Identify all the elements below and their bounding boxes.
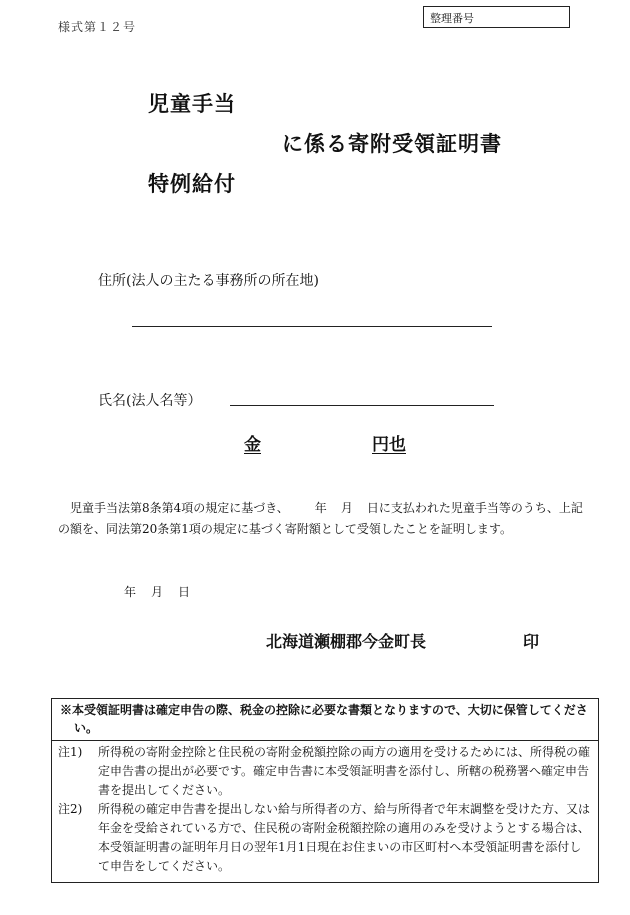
address-label: 住所(法人の主たる事務所の所在地) bbox=[98, 273, 319, 289]
name-label: 氏名(法人名等） bbox=[98, 393, 202, 409]
note-2-number: 注2) bbox=[58, 802, 83, 816]
note-2 bbox=[52, 800, 598, 876]
date-day: 日 bbox=[178, 585, 192, 599]
title-line-2: に係る寄附受領証明書 bbox=[282, 131, 502, 156]
title-line-3: 特例給付 bbox=[148, 171, 236, 196]
note-2-text: 所得税の確定申告書を提出しない給与所得者の方、給与所得者で年末調整を受けた方、又は年金を受給されている方で、住民税の寄附金税額控除の適用のみを受けようとする場合は、本受領証明書の証明年月日の翌年1月1日現在お住まいの市区町村へ本受領証明書を添付して申告をしてください。 bbox=[98, 802, 591, 873]
form-number: 様式第１２号 bbox=[58, 20, 137, 34]
note-1-number: 注1) bbox=[58, 745, 83, 759]
statement-year: 年 bbox=[314, 501, 327, 515]
address-field-line[interactable] bbox=[132, 326, 492, 327]
note-1 bbox=[52, 741, 598, 800]
issue-date bbox=[124, 583, 191, 600]
note-1-text: 所得税の寄附金控除と住民税の寄附金税額控除の両方の適用を受けるためには、所得税の確定申告書の提出が必要です。確定申告書に本受領証明書を添付し、所轄の税務署へ確定申告書を提出してください。 bbox=[98, 745, 591, 797]
issuer-title: 北海道瀬棚郡今金町長 bbox=[266, 632, 427, 651]
reference-number-label: 整理番号 bbox=[430, 12, 474, 25]
reference-number-box bbox=[423, 6, 570, 28]
date-year: 年 bbox=[124, 585, 138, 599]
notice-box bbox=[51, 698, 599, 883]
statement-month: 月 bbox=[340, 501, 353, 515]
date-month: 月 bbox=[151, 585, 165, 599]
amount-prefix: 金 bbox=[244, 435, 261, 455]
name-field-line[interactable] bbox=[230, 405, 494, 406]
statement-part-2: 日に支払われた児童手当等のうち、上記の額を、同法第20条第1項の規定に基づく寄附額として受領したことを証明します。 bbox=[58, 501, 583, 536]
title-line-1: 児童手当 bbox=[148, 91, 236, 116]
certification-statement bbox=[58, 498, 588, 540]
statement-part-1: 児童手当法第8条第4項の規定に基づき、 bbox=[70, 501, 289, 515]
seal-mark: 印 bbox=[523, 632, 540, 651]
amount-suffix: 円也 bbox=[372, 435, 406, 455]
notice-header: ※本受領証明書は確定申告の際、税金の控除に必要な書類となりますので、大切に保管してください。 bbox=[52, 699, 598, 741]
